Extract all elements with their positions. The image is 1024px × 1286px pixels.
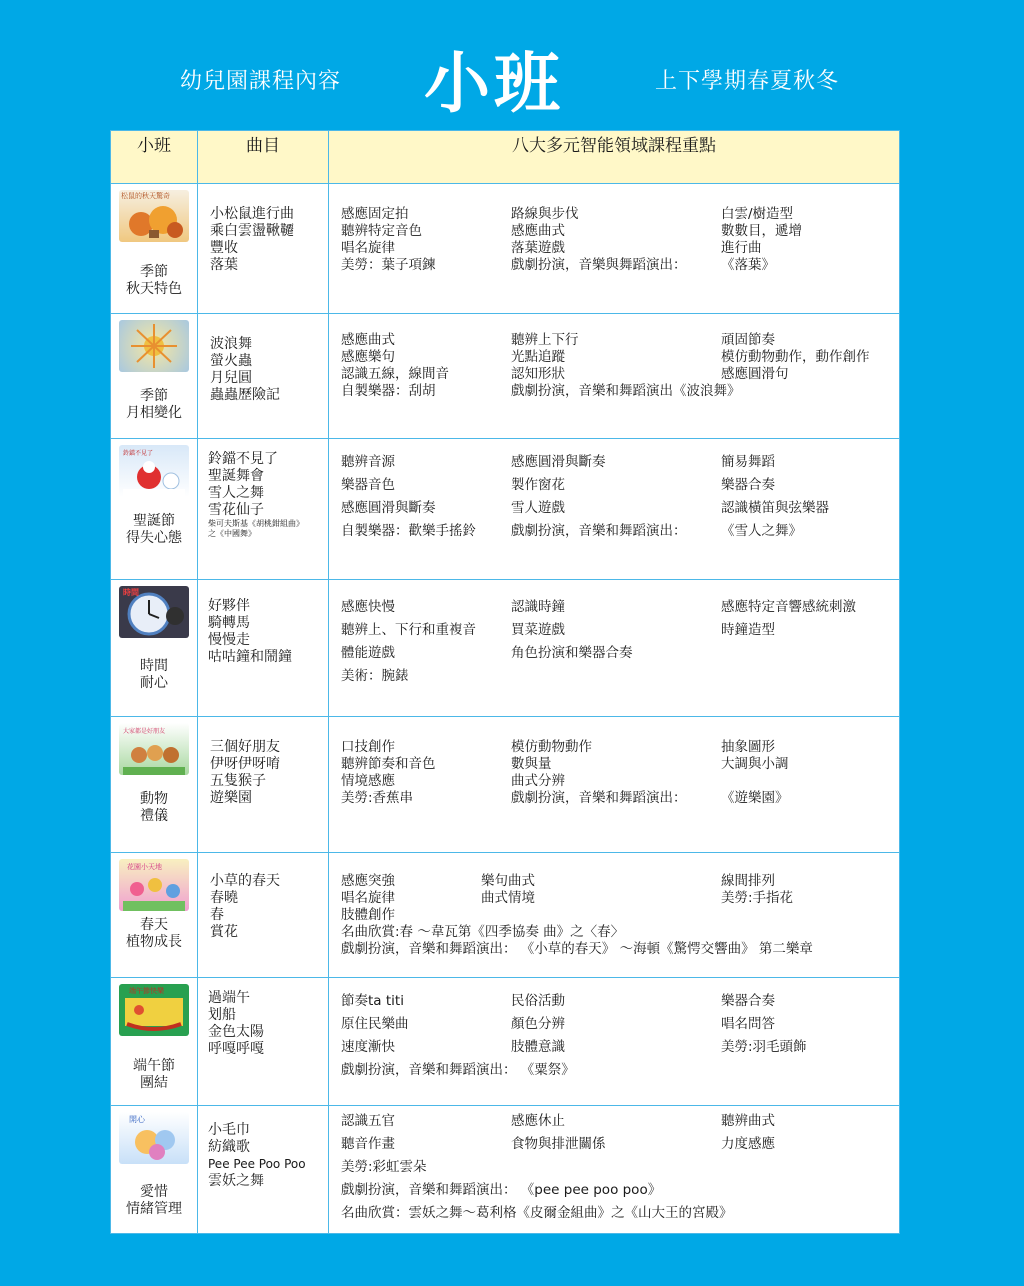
focus-item: 聽辨上下行 [511,332,579,348]
songs-cell [198,439,329,580]
focus-item: 數與量 [511,756,552,772]
focus-item: 口技創作 [341,739,395,755]
song-item: 賞花 [210,924,238,940]
focus-item: 美勞：葉子項鍊 [341,257,436,273]
focus-item: 認識橫笛與弦樂器 [721,500,829,516]
focus-item: 《雪人之舞》 [721,523,802,539]
focus-item: 名曲欣賞:春 ～韋瓦第《四季協奏 曲》之〈春〉 [341,924,625,940]
focus-item: 美勞:彩虹雲朵 [341,1159,427,1175]
song-item: 咕咕鐘和鬧鐘 [208,649,292,665]
focus-item: 自製樂器：歡樂手搖鈴 [341,523,476,539]
focus-item: 力度感應 [721,1136,775,1152]
focus-item: 樂句曲式 [481,873,535,889]
table-row [111,853,900,978]
cover-title-text: 端午節快樂 [129,987,164,995]
theme-label: 春天 [140,917,168,933]
table-row [111,717,900,853]
theme-label: 動物 [140,791,168,807]
focus-item: 感應圓滑與斷奏 [341,500,436,516]
song-item: 雲妖之舞 [208,1173,264,1189]
focus-item: 樂器音色 [341,477,395,493]
focus-item: 光點追蹤 [511,349,565,365]
focus-item: 顏色分辨 [511,1016,565,1032]
songs-cell [198,717,329,853]
song-item: 鈴鐺不見了 [208,451,278,467]
song-item: 伊呀伊呀唷 [210,756,280,772]
focus-cell [329,184,900,314]
song-item: Pee Pee Poo Poo [208,1157,306,1171]
focus-item: 模仿動物動作，動作創作 [721,349,870,365]
song-item: 三個好朋友 [210,739,280,755]
focus-item: 美勞:羽毛頭飾 [721,1039,807,1055]
focus-item: 認識時鐘 [511,599,565,615]
song-item: 蟲蟲歷險記 [210,387,280,403]
song-item: 小草的春天 [210,873,280,889]
page-title: 小班 [424,45,564,122]
song-note: 柴可夫斯基《胡桃鉗組曲》 [208,519,304,528]
focus-item: 唱名問答 [721,1016,775,1032]
songs-cell [198,580,329,717]
song-item: 豐收 [210,240,238,256]
table-row [111,580,900,717]
theme-cell [111,853,198,978]
focus-item: 頑固節奏 [721,332,775,348]
focus-item: 曲式情境 [481,890,535,906]
theme-label: 愛惜 [140,1184,168,1200]
song-item: 騎轉馬 [208,615,250,631]
song-item: 呼嘎呼嘎 [208,1041,264,1057]
focus-item: 聽辨特定音色 [341,223,422,239]
focus-item: 抽象圖形 [721,739,775,755]
table-row [111,1106,900,1234]
focus-item: 《遊樂園》 [721,790,789,806]
cover-title-text: 時間 [123,588,139,597]
focus-item: 認識五官 [341,1113,395,1129]
theme-cell [111,314,198,439]
theme-label: 時間 [140,658,168,674]
focus-cell [329,978,900,1106]
focus-item: 感應圓滑句 [721,366,789,382]
focus-item: 肢體意識 [511,1039,565,1055]
focus-item: 線間排列 [721,873,775,889]
song-item: 雪人之舞 [208,485,264,501]
focus-item: 模仿動物動作 [511,739,592,755]
focus-item: 美勞:手指花 [721,890,794,906]
focus-item: 原住民樂曲 [341,1016,409,1032]
theme-cell [111,580,198,717]
focus-item: 戲劇扮演，音樂和舞蹈演出： 《pee pee poo poo》 [341,1182,662,1198]
theme-label: 禮儀 [140,808,168,824]
song-item: 小毛巾 [208,1122,250,1138]
cover-title-text: 開心 [129,1115,145,1124]
theme-label: 得失心態 [126,530,182,546]
cover-title-text: 花園小天地 [127,863,162,871]
theme-label: 季節 [140,388,168,404]
table-row [111,184,900,314]
column-header-focus: 八大多元智能領域課程重點 [329,131,900,184]
focus-cell [329,314,900,439]
focus-item: 進行曲 [721,240,762,256]
song-item: 乘白雲盪鞦韆 [210,223,294,239]
focus-cell [329,717,900,853]
songs-cell [198,184,329,314]
focus-item: 唱名旋律 [341,890,395,906]
focus-item: 感應突強 [341,873,395,889]
focus-item: 感應固定拍 [341,206,409,222]
theme-label: 植物成長 [126,934,182,950]
focus-item: 感應曲式 [341,332,395,348]
focus-item: 樂器合奏 [721,993,775,1009]
book-cover-image [119,723,189,775]
focus-item: 美勞:香蕉串 [341,790,414,806]
songs-cell [198,314,329,439]
focus-item: 感應特定音響感統刺激 [721,599,856,615]
focus-item: 角色扮演和樂器合奏 [511,645,633,661]
theme-label: 秋天特色 [126,281,182,297]
focus-item: 節奏ta titi [341,993,404,1009]
song-item: 春曉 [210,890,238,906]
song-item: 螢火蟲 [210,353,252,369]
theme-cell [111,1106,198,1234]
focus-item: 聽音作畫 [341,1136,395,1152]
focus-item: 食物與排泄關係 [511,1136,606,1152]
theme-cell [111,439,198,580]
focus-item: 製作窗花 [511,477,565,493]
focus-item: 戲劇扮演，音樂和舞蹈演出： 《粟祭》 [341,1062,575,1078]
theme-cell [111,184,198,314]
songs-cell [198,1106,329,1234]
table-row [111,978,900,1106]
song-note: 之《中國舞》 [208,529,256,538]
focus-item: 感應快慢 [341,599,395,615]
theme-label: 情緒管理 [126,1201,182,1217]
song-item: 雪花仙子 [208,502,264,518]
focus-item: 樂器合奏 [721,477,775,493]
focus-item: 雪人遊戲 [511,500,565,516]
column-header-class: 小班 [111,131,198,184]
focus-item: 數數目，遞增 [721,223,802,239]
focus-item: 路線與步伐 [511,206,579,222]
header-subtitle-left: 幼兒園課程內容 [180,69,342,94]
focus-item: 戲劇扮演，音樂和舞蹈演出： [511,790,687,806]
focus-item: 戲劇扮演，音樂與舞蹈演出： [511,257,687,273]
focus-item: 時鐘造型 [721,622,775,638]
theme-label: 月相變化 [126,405,182,421]
column-header-songs: 曲目 [198,131,329,184]
focus-item: 肢體創作 [341,907,395,923]
theme-label: 季節 [140,264,168,280]
curriculum-table [110,130,900,1234]
focus-item: 聽辨上、下行和重複音 [341,622,476,638]
focus-item: 聽辨節奏和音色 [341,756,436,772]
focus-item: 白雲/樹造型 [721,206,794,222]
focus-item: 戲劇扮演，音樂和舞蹈演出： [511,523,687,539]
song-item: 春 [210,907,224,923]
theme-label: 端午節 [133,1058,175,1074]
song-item: 小松鼠進行曲 [210,206,294,222]
focus-item: 戲劇扮演，音樂和舞蹈演出： 《小草的春天》 ～海頓《驚愕交響曲》 第二樂章 [341,941,813,957]
focus-item: 感應休止 [511,1113,565,1129]
focus-item: 民俗活動 [511,993,565,1009]
focus-item: 聽辨曲式 [721,1113,775,1129]
cover-title-text: 鈴鐺不見了 [123,450,154,457]
theme-label: 聖誕節 [133,513,175,529]
focus-item: 認識五線，線間音 [341,366,449,382]
table-header-row [111,131,900,184]
focus-cell [329,1106,900,1234]
songs-cell [198,853,329,978]
focus-cell [329,580,900,717]
song-item: 波浪舞 [210,336,252,352]
moon-illustration-icon [119,320,189,372]
book-cover-image [119,586,189,638]
song-item: 月兒圓 [210,370,252,386]
song-item: 聖誕舞會 [208,468,264,484]
focus-item: 感應曲式 [511,223,565,239]
focus-item: 簡易舞蹈 [721,454,775,470]
song-item: 五隻猴子 [210,773,266,789]
focus-item: 美術：腕錶 [341,668,409,684]
focus-item: 認知形狀 [511,366,565,382]
song-item: 落葉 [210,257,238,273]
songs-cell [198,978,329,1106]
focus-cell [329,439,900,580]
focus-item: 自製樂器：刮胡 [341,383,436,399]
focus-item: 情境感應 [341,773,395,789]
focus-item: 戲劇扮演，音樂和舞蹈演出《波浪舞》 [511,383,741,399]
song-item: 慢慢走 [208,632,250,648]
focus-item: 買菜遊戲 [511,622,565,638]
song-item: 金色太陽 [208,1024,264,1040]
focus-item: 速度漸快 [341,1039,395,1055]
book-cover-image [119,1112,189,1164]
theme-cell [111,717,198,853]
focus-item: 《落葉》 [721,257,775,273]
focus-item: 聽辨音源 [341,454,395,470]
focus-cell [329,853,900,978]
song-item: 好夥伴 [208,598,250,614]
book-cover-image [119,320,189,372]
focus-item: 曲式分辨 [511,773,565,789]
focus-item: 體能遊戲 [341,645,395,661]
book-cover-image [119,445,189,497]
theme-label: 團結 [140,1075,168,1091]
book-cover-image [119,190,189,242]
cover-title-text: 松鼠的秋天驚奇 [121,192,170,200]
book-cover-image [119,984,189,1036]
song-item: 划船 [208,1007,236,1023]
song-item: 遊樂園 [210,790,252,806]
table-row [111,439,900,580]
song-item: 過端午 [208,990,250,1006]
song-item: 紡織歌 [208,1139,250,1155]
cover-title-text: 大家都是好朋友 [123,728,166,735]
focus-item: 感應樂句 [341,349,395,365]
table-row [111,314,900,439]
focus-item: 大調與小調 [721,756,789,772]
header-subtitle-right: 上下學期春夏秋冬 [655,69,840,94]
theme-label: 耐心 [140,675,168,691]
focus-item: 感應圓滑與斷奏 [511,454,606,470]
theme-cell [111,978,198,1106]
focus-item: 落葉遊戲 [511,240,565,256]
book-cover-image [119,859,189,911]
focus-item: 名曲欣賞：雲妖之舞～葛利格《皮爾金組曲》之《山大王的宮殿》 [341,1205,733,1221]
focus-item: 唱名旋律 [341,240,395,256]
